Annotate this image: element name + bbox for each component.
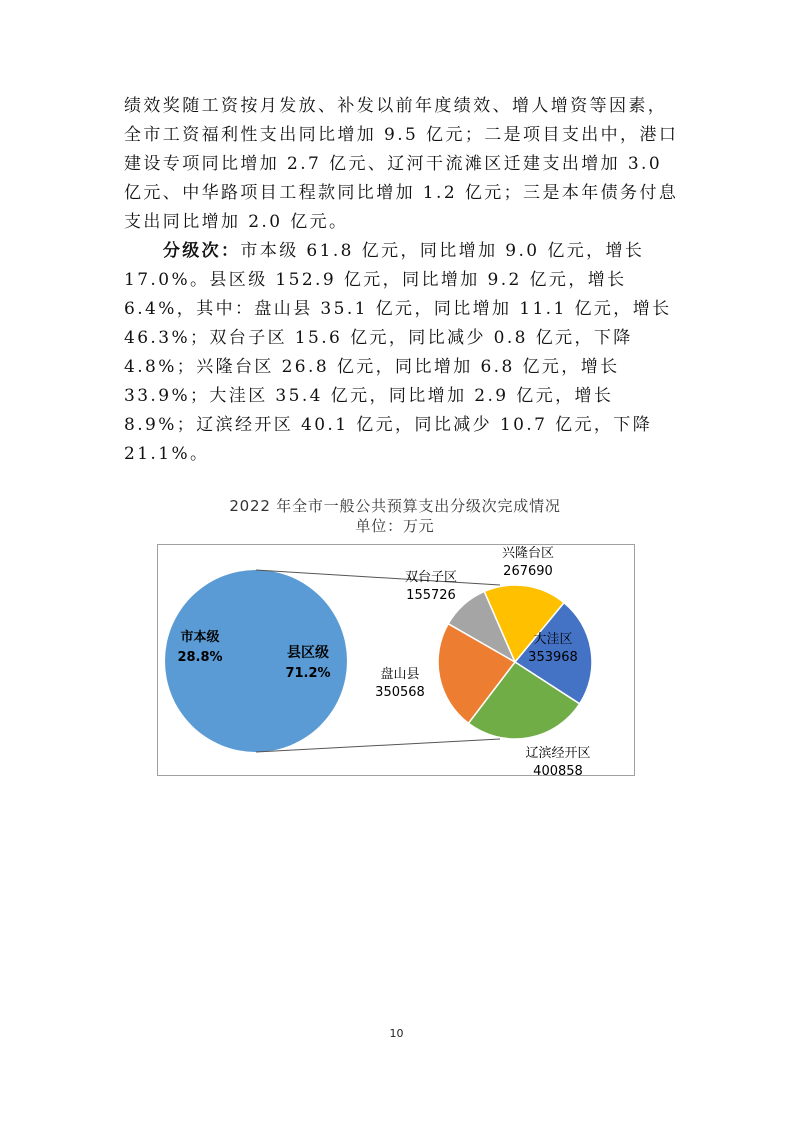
chart-title-block: [150, 496, 640, 536]
sub-slice-value: 155726: [406, 588, 456, 603]
section-body: 市本级 61.8 亿元，同比增加 9.0 亿元，增长 17.0%。县区级 152.9 亿元，同比增加 9.2 亿元，增长 6.4%，其中：盘山县 35.1 亿元，同比增加 11.1 亿元，增长 46.3%；双台子区 15.6 亿元，同比减少 0.8 亿元，下降 4.8%；兴隆台区 26.8 亿元，同比增加 6.8 亿元，增长 33.9%；大洼区 35.4 亿元，同比增加 2.9 亿元，增长 8.9%；辽滨经开区 40.1 亿元，同比减少 10.7 亿元，下降 21.1%。: [124, 241, 672, 464]
sub-slice-label: 兴隆台区: [501, 546, 555, 561]
sub-slice-value: 400858: [533, 764, 583, 777]
sub-slice-label: 双台子区: [404, 570, 458, 585]
sub-slice-value: 350568: [375, 685, 425, 700]
sub-slice-label: 大洼区: [533, 632, 573, 647]
page-number: 10: [389, 1027, 404, 1040]
sub-slice-value: 353968: [528, 650, 578, 665]
section-lead: 分级次：: [162, 241, 241, 261]
chart-title: 2022 年全市一般公共预算支出分级次完成情况: [229, 497, 561, 515]
pie-of-pie-chart: [158, 545, 636, 777]
sub-slice-value: 267690: [503, 564, 553, 579]
main-slice-label: 县区级: [287, 645, 329, 661]
body-paragraph-1: 绩效奖随工资按月发放、补发以前年度绩效、增人增资等因素，全市工资福利性支出同比增加 9.5 亿元；二是项目支出中，港口建设专项同比增加 2.7 亿元、辽河干流滩区迁建支出增加 3.0 亿元、中华路项目工程款同比增加 1.2 亿元；三是本年债务付息支出同比增加 2.0 亿元。: [124, 96, 679, 232]
chart-subtitle: 单位：万元: [355, 517, 435, 535]
main-slice-value: 71.2%: [285, 666, 331, 681]
sub-slice-label: 辽滨经开区: [525, 746, 591, 761]
body-paragraph-2: [124, 237, 684, 469]
main-slice-label: 市本级: [180, 630, 220, 645]
sub-slice-label: 盘山县: [380, 667, 420, 682]
main-slice-value: 28.8%: [177, 650, 223, 665]
chart-frame: [157, 544, 635, 776]
